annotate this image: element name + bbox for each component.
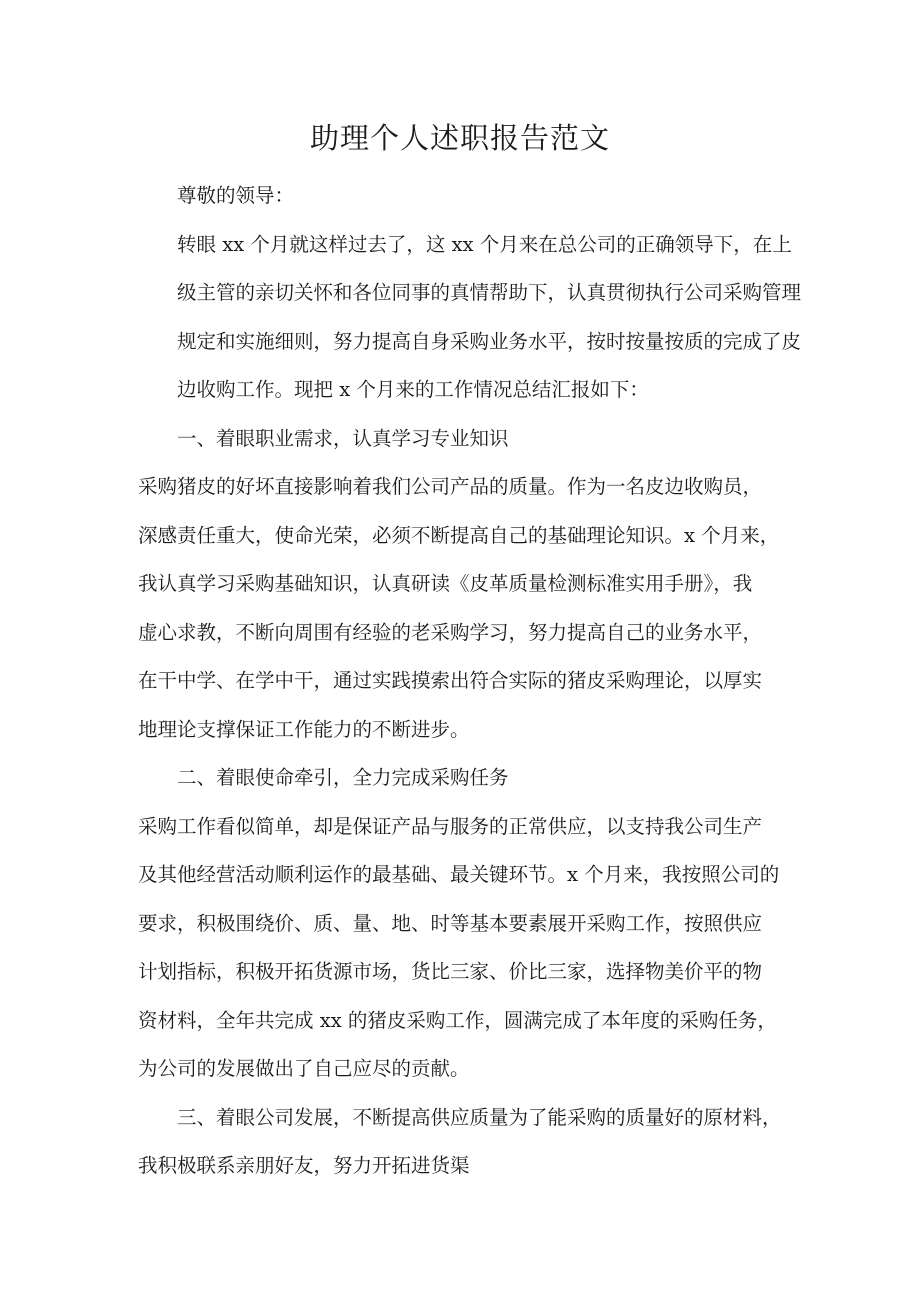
paragraph-line: 为公司的发展做出了自己应尽的贡献。 [138,1057,470,1080]
paragraph-line: 规定和实施细则，努力提高自身采购业务水平，按时按量按质的完成了皮 [177,329,802,353]
paragraph-line: 我积极联系亲朋好友，努力开拓进货渠 [138,1154,470,1177]
paragraph-line: 我认真学习采购基础知识，认真研读《皮革质量检测标准实用手册》，我 [138,572,753,595]
paragraph-line: 地理论支撑保证工作能力的不断进步。 [138,717,470,741]
paragraph-line: 计划指标，积极开拓货源市场，货比三家、价比三家，选择物美价平的物 [138,960,763,983]
section-1-paragraph [138,463,798,754]
paragraph-line: 在干中学、在学中干，通过实践摸索出符合实际的猪皮采购理论，以厚实 [138,669,763,692]
document-title: 助理个人述职报告范文 [309,121,610,155]
paragraph-line: 三、着眼公司发展，不断提高供应质量为了能采购的质量好的原材料， [177,1105,782,1129]
paragraph-line: 要求，积极围绕价、质、量、地、时等基本要素展开采购工作，按照供应 [138,911,763,935]
section-heading-2 [138,754,798,803]
paragraph-line: 采购工作看似简单，却是保证产品与服务的正常供应，以支持我公司生产 [138,814,763,838]
heading-line: 一、着眼职业需求，认真学习专业知识 [177,426,509,450]
paragraph-line: 资材料，全年共完成 xx 的猪皮采购工作，圆满完成了本年度的采购任务， [138,1008,777,1032]
section-heading-1 [138,415,798,464]
paragraph-line: 尊敬的领导： [177,184,295,207]
paragraph-line: 转眼 xx 个月就这样过去了，这 xx 个月来在总公司的正确领导下，在上 [177,232,792,256]
paragraph-line: 虚心求教，不断向周围有经验的老采购学习，努力提高自己的业务水平， [138,620,763,644]
section-3-paragraph [138,1094,798,1191]
document-body [138,172,802,1191]
paragraph-line: 采购猪皮的好坏直接影响着我们公司产品的质量。作为一名皮边收购员， [138,475,763,498]
paragraph-line: 级主管的亲切关怀和各位同事的真情帮助下，认真贯彻执行公司采购管理 [177,281,802,304]
section-2-paragraph [138,803,798,1094]
paragraph-line: 深感责任重大，使命光荣，必须不断提高自己的基础理论知识。x 个月来， [138,523,780,547]
salutation-paragraph [138,172,798,221]
paragraph-line: 及其他经营活动顺利运作的最基础、最关键环节。x 个月来，我按照公司的 [138,863,780,886]
paragraph-line: 边收购工作。现把 x 个月来的工作情况总结汇报如下： [177,378,649,401]
intro-paragraph [138,221,802,415]
heading-line: 二、着眼使命牵引，全力完成采购任务 [177,766,509,789]
